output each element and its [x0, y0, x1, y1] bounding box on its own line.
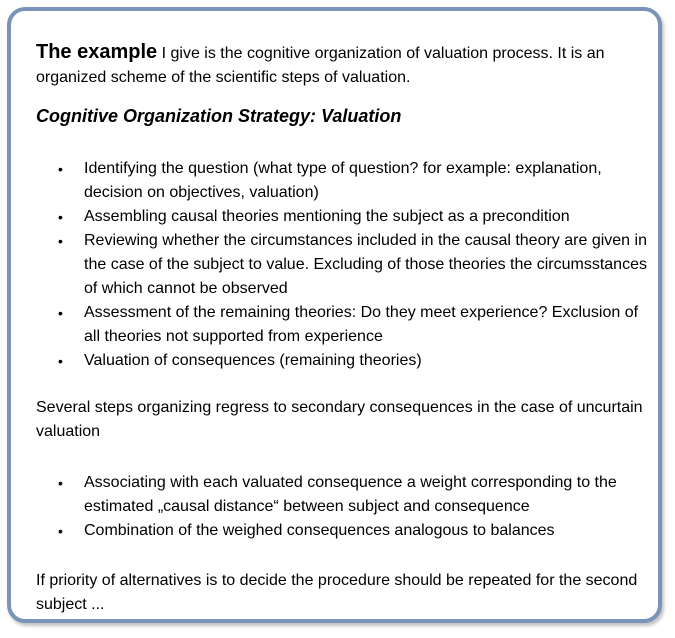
bullet-icon: •: [58, 209, 63, 225]
intro-paragraph: [36, 40, 648, 90]
intro-lead: The example: [36, 41, 158, 63]
list-item: [36, 349, 648, 373]
list-item-text: Reviewing whether the circumstances included in the causal theory are given in the case of the subject to value. Excluding of those theories the circumsstances of which cannot be observed: [84, 232, 647, 297]
list-item-text: Assessment of the remaining theories: Do they meet experience? Exclusion of all theories not supported from experience: [84, 304, 639, 345]
list-item-text: Valuation of consequences (remaining theories): [84, 352, 422, 369]
list-item-text: Combination of the weighed consequences analogous to balances: [84, 522, 555, 539]
bullet-icon: •: [58, 475, 63, 491]
list-item: [36, 519, 648, 543]
bullet-icon: •: [58, 233, 63, 249]
intro-text: I give is the cognitive organization of valuation process. It is an organized scheme of the scientific steps of valuation.: [36, 45, 605, 86]
document-body: [36, 40, 648, 617]
list-item: [36, 301, 648, 349]
bullet-icon: •: [58, 353, 63, 369]
bullet-icon: •: [58, 161, 63, 177]
list-item: [36, 471, 648, 519]
section-heading: Cognitive Organization Strategy: Valuation: [36, 106, 402, 126]
bullet-icon: •: [58, 305, 63, 321]
bullet-icon: •: [58, 523, 63, 539]
list-item-text: Assembling causal theories mentioning the subject as a precondition: [84, 208, 570, 225]
list-item: [36, 205, 648, 229]
list-item-text: Associating with each valuated consequence a weight corresponding to the estimated „causal distance“ between subject and consequence: [84, 474, 617, 515]
secondary-steps-list: [36, 471, 648, 543]
valuation-steps-list: [36, 157, 648, 373]
closing-paragraph: If priority of alternatives is to decide the procedure should be repeated for the second subject ...: [36, 572, 638, 613]
secondary-steps-paragraph: Several steps organizing regress to secondary consequences in the case of uncurtain valuation: [36, 399, 643, 440]
list-item: [36, 157, 648, 205]
list-item-text: Identifying the question (what type of question? for example: explanation, decision on objectives, valuation): [84, 160, 602, 201]
list-item: [36, 229, 648, 301]
